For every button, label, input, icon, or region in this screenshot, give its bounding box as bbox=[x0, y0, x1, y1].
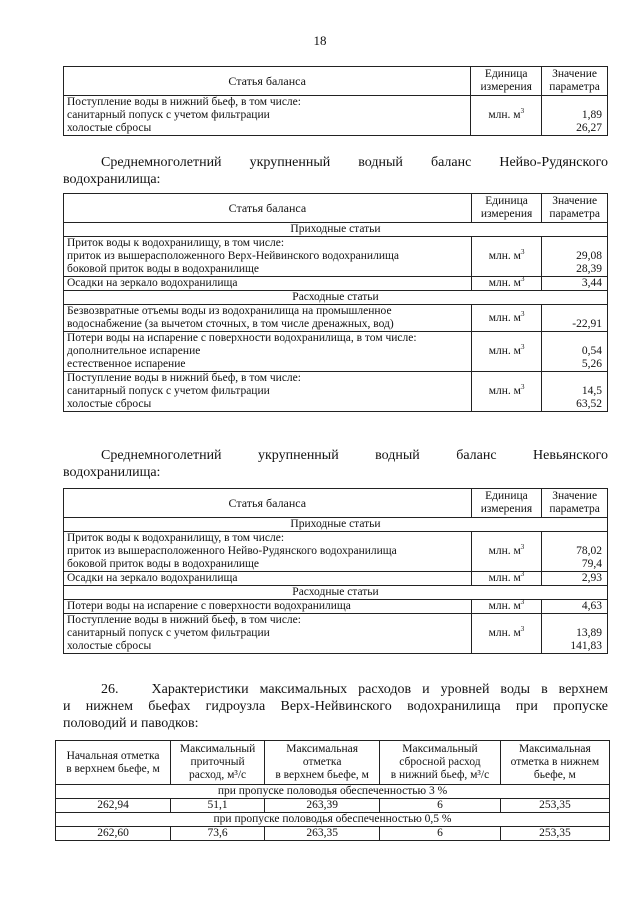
row-item-line: приток из вышерасположенного Нейво-Рудянского водохранилища bbox=[67, 545, 397, 557]
table-cell: 262,60 bbox=[56, 827, 171, 841]
header-unit-line: измерения bbox=[480, 503, 533, 515]
row-unit bbox=[471, 614, 542, 654]
header-cell bbox=[380, 741, 501, 785]
row-item-line: Потери воды на испарение с поверхности водохранилища bbox=[67, 600, 351, 612]
section-26-line3 bbox=[63, 715, 608, 732]
row-value-line: 4,63 bbox=[581, 600, 602, 612]
header-line: в нижний бьеф, м³/с bbox=[390, 769, 490, 781]
unit-text: млн. м bbox=[488, 109, 521, 121]
table-row bbox=[64, 372, 608, 412]
value-spacer bbox=[545, 305, 602, 318]
max-flow-levels-table bbox=[55, 740, 610, 841]
row-item bbox=[64, 532, 472, 572]
header-line: бьефе, м bbox=[533, 769, 576, 781]
row-unit bbox=[471, 532, 542, 572]
header-cell bbox=[56, 741, 171, 785]
row-value-line: 79,4 bbox=[581, 558, 602, 570]
row-item-line: боковой приток воды в водохранилище bbox=[67, 558, 260, 570]
heading-nevyanskoe bbox=[63, 447, 608, 464]
heading-line: водохранилища: bbox=[63, 465, 161, 480]
header-unit-line: Единица bbox=[485, 195, 528, 207]
row-item-line: санитарный попуск с учетом фильтрации bbox=[67, 627, 270, 639]
row-unit bbox=[471, 572, 542, 586]
row-item-line: Безвозвратные отъемы воды из водохранилища на промышленное bbox=[67, 305, 392, 317]
row-item-line: дополнительное испарение bbox=[67, 345, 201, 357]
heading-nevyanskoe-cont bbox=[63, 464, 608, 481]
heading-neivo-rudyanskoe-cont bbox=[63, 171, 608, 188]
row-item bbox=[64, 372, 472, 412]
row-item bbox=[64, 600, 472, 614]
section-income bbox=[64, 518, 608, 532]
balance-table-nevyanskoe bbox=[63, 488, 608, 654]
unit-text: млн. м bbox=[488, 545, 521, 557]
table-row bbox=[64, 614, 608, 654]
header-unit bbox=[471, 67, 542, 96]
row-value bbox=[542, 305, 608, 332]
row-unit bbox=[471, 600, 542, 614]
table-row bbox=[56, 827, 610, 841]
row-item-line: приток из вышерасположенного Верх-Нейвинского водохранилища bbox=[67, 250, 399, 262]
unit-text: млн. м bbox=[488, 277, 521, 289]
row-value bbox=[542, 332, 608, 372]
row-value bbox=[542, 372, 608, 412]
header-value-line: параметра bbox=[549, 208, 600, 220]
header-line: в верхнем бьефе, м bbox=[275, 769, 369, 781]
group-label-row bbox=[56, 813, 610, 827]
header-line: Максимальная bbox=[286, 743, 359, 755]
header-value-line: Значение bbox=[552, 195, 598, 207]
header-line: сбросной расход bbox=[399, 756, 481, 768]
unit-text: млн. м bbox=[488, 627, 521, 639]
row-value-line: -22,91 bbox=[572, 318, 602, 330]
row-value-line: 78,02 bbox=[576, 545, 602, 557]
row-item bbox=[64, 237, 472, 277]
section-label: Приходные статьи bbox=[64, 518, 608, 532]
header-cell bbox=[171, 741, 265, 785]
table-cell: 6 bbox=[380, 799, 501, 813]
unit-text: млн. м bbox=[488, 600, 521, 612]
section-label: Расходные статьи bbox=[64, 586, 608, 600]
row-item-line: Приток воды к водохранилищу, в том числе: bbox=[67, 532, 285, 544]
row-value bbox=[542, 600, 608, 614]
value-spacer bbox=[545, 332, 602, 345]
header-unit bbox=[471, 194, 541, 223]
row-item bbox=[64, 332, 472, 372]
row-item-line: Поступление воды в нижний бьеф, в том числе: bbox=[67, 614, 301, 626]
row-item bbox=[64, 277, 472, 291]
header-line: расход, м³/с bbox=[189, 769, 247, 781]
row-item-line: Поступление воды в нижний бьеф, в том числе: bbox=[67, 96, 301, 108]
table-row bbox=[64, 96, 608, 136]
section-label: Расходные статьи bbox=[64, 291, 608, 305]
header-line: Начальная отметка bbox=[66, 749, 160, 762]
table-row bbox=[64, 600, 608, 614]
section-income bbox=[64, 223, 608, 237]
header-cell bbox=[265, 741, 380, 785]
unit-superscript: 3 bbox=[520, 543, 525, 552]
row-value bbox=[542, 277, 608, 291]
unit-superscript: 3 bbox=[520, 383, 525, 392]
header-value bbox=[542, 489, 608, 518]
row-value-line: 13,89 bbox=[576, 627, 602, 639]
table-row bbox=[64, 305, 608, 332]
header-unit-line: измерения bbox=[480, 208, 533, 220]
row-item bbox=[64, 305, 472, 332]
unit-superscript: 3 bbox=[520, 598, 525, 607]
unit-text: млн. м bbox=[488, 345, 521, 357]
heading-neivo-rudyanskoe bbox=[63, 154, 608, 171]
section-expense bbox=[64, 586, 608, 600]
row-value bbox=[542, 237, 608, 277]
unit-text: млн. м bbox=[488, 311, 521, 324]
header-line: Максимальная bbox=[518, 743, 591, 755]
row-item-line: водоснабжение (за вычетом сточных, в том числе дренажных, вод) bbox=[67, 318, 394, 330]
section-text: и нижнем бьефах гидроузла Верх-Нейвинского водохранилища при пропуске bbox=[63, 699, 608, 714]
unit-text: млн. м bbox=[488, 385, 521, 397]
table-cell: 263,39 bbox=[265, 799, 380, 813]
row-item-line: естественное испарение bbox=[67, 358, 186, 370]
row-value-line: 0,54 bbox=[581, 345, 602, 357]
section-26-line2 bbox=[63, 698, 608, 715]
row-item-line: боковой приток воды в водохранилище bbox=[67, 263, 260, 275]
row-value-line: 26,27 bbox=[576, 122, 602, 134]
header-line: в верхнем бьефе, м bbox=[66, 762, 160, 775]
group-label: при пропуске половодья обеспеченностью 0,5 % bbox=[56, 813, 610, 827]
page-number: 18 bbox=[313, 33, 327, 48]
row-item-line: санитарный попуск с учетом фильтрации bbox=[67, 385, 270, 397]
header-line: Максимальный bbox=[179, 743, 256, 755]
unit-superscript: 3 bbox=[520, 309, 525, 318]
section-label: Приходные статьи bbox=[64, 223, 608, 237]
row-value-line: 29,08 bbox=[576, 250, 602, 262]
header-line: Максимальный bbox=[402, 743, 478, 755]
section-26-line1 bbox=[63, 681, 608, 698]
header-value bbox=[542, 194, 608, 223]
row-value bbox=[542, 96, 608, 136]
row-item bbox=[64, 572, 472, 586]
value-spacer bbox=[545, 532, 602, 545]
balance-table-neivo-rudyanskoe bbox=[63, 193, 608, 412]
heading-line: водохранилища: bbox=[63, 172, 161, 187]
row-item bbox=[64, 96, 471, 136]
header-unit-line: измерения bbox=[480, 81, 532, 93]
row-item-line: Приток воды к водохранилищу, в том числе: bbox=[67, 237, 285, 249]
row-value-line: 63,52 bbox=[576, 398, 602, 410]
heading-line: Среднемноголетний укрупненный водный баланс Нейво-Рудянского bbox=[101, 155, 608, 170]
header-cell bbox=[500, 741, 609, 785]
unit-superscript: 3 bbox=[520, 343, 525, 352]
row-item bbox=[64, 614, 472, 654]
table-cell: 253,35 bbox=[500, 827, 609, 841]
table-row bbox=[64, 532, 608, 572]
group-label-row bbox=[56, 785, 610, 799]
row-item-line: Осадки на зеркало водохранилища bbox=[67, 277, 238, 289]
table-cell: 253,35 bbox=[500, 799, 609, 813]
table-row bbox=[64, 277, 608, 291]
header-value bbox=[542, 67, 608, 96]
row-unit bbox=[471, 332, 541, 372]
header-row bbox=[64, 194, 608, 223]
table-row bbox=[64, 572, 608, 586]
unit-superscript: 3 bbox=[520, 107, 525, 116]
row-value-line: 2,93 bbox=[581, 572, 602, 584]
row-item-line: Потери воды на испарение с поверхности водохранилища, в том числе: bbox=[67, 332, 417, 344]
table-cell: 262,94 bbox=[56, 799, 171, 813]
header-row bbox=[64, 489, 608, 518]
row-value bbox=[542, 614, 608, 654]
row-unit bbox=[471, 277, 541, 291]
value-spacer bbox=[545, 96, 602, 109]
unit-superscript: 3 bbox=[520, 248, 525, 257]
header-value-line: Значение bbox=[552, 68, 597, 80]
value-spacer bbox=[545, 372, 602, 385]
unit-superscript: 3 bbox=[520, 625, 525, 634]
row-item-line: Осадки на зеркало водохранилища bbox=[67, 572, 238, 584]
table-row bbox=[64, 332, 608, 372]
header-line: отметка в нижнем bbox=[510, 756, 600, 768]
header-row bbox=[56, 741, 610, 785]
heading-line: Среднемноголетний укрупненный водный баланс Невьянского bbox=[101, 448, 608, 463]
row-unit bbox=[471, 237, 541, 277]
row-item-line: Поступление воды в нижний бьеф, в том числе: bbox=[67, 372, 301, 384]
header-value-line: Значение bbox=[552, 490, 598, 502]
row-value-line: 5,26 bbox=[581, 358, 602, 370]
table-row bbox=[56, 799, 610, 813]
balance-table-continued bbox=[63, 66, 608, 136]
unit-text: млн. м bbox=[488, 250, 521, 262]
header-unit-line: Единица bbox=[485, 490, 528, 502]
table-row bbox=[64, 237, 608, 277]
table-cell: 263,35 bbox=[265, 827, 380, 841]
table-cell: 6 bbox=[380, 827, 501, 841]
row-value-line: 1,89 bbox=[581, 109, 602, 121]
section-text: Характеристики максимальных расходов и уровней воды в верхнем bbox=[151, 682, 608, 697]
header-value-line: параметра bbox=[549, 81, 600, 93]
header-unit-line: Единица bbox=[484, 68, 528, 80]
unit-superscript: 3 bbox=[520, 275, 525, 284]
unit-text: млн. м bbox=[488, 572, 521, 584]
table-cell: 73,6 bbox=[171, 827, 265, 841]
value-spacer bbox=[545, 614, 602, 627]
header-item: Статья баланса bbox=[64, 489, 472, 518]
section-text: половодий и паводков: bbox=[63, 716, 199, 731]
row-unit bbox=[471, 372, 541, 412]
header-value-line: параметра bbox=[549, 503, 600, 515]
row-item-line: санитарный попуск с учетом фильтрации bbox=[67, 109, 270, 121]
row-item-line: холостые сбросы bbox=[67, 398, 152, 410]
row-item-line: холостые сбросы bbox=[67, 640, 152, 652]
group-label: при пропуске половодья обеспеченностью 3 % bbox=[56, 785, 610, 799]
header-line: отметка bbox=[302, 756, 342, 768]
row-unit bbox=[471, 305, 541, 332]
header-line: приточный bbox=[190, 756, 245, 768]
row-value-line: 141,83 bbox=[570, 640, 602, 652]
unit-superscript: 3 bbox=[520, 570, 525, 579]
row-unit bbox=[471, 96, 542, 136]
header-item: Статья баланса bbox=[64, 67, 471, 96]
row-value-line: 14,5 bbox=[581, 385, 602, 397]
section-expense bbox=[64, 291, 608, 305]
header-item: Статья баланса bbox=[64, 194, 472, 223]
row-value-line: 3,44 bbox=[581, 277, 602, 289]
value-spacer bbox=[545, 237, 602, 250]
row-value bbox=[542, 532, 608, 572]
section-number: 26. bbox=[101, 682, 119, 697]
row-value bbox=[542, 572, 608, 586]
header-unit bbox=[471, 489, 542, 518]
row-item-line: холостые сбросы bbox=[67, 122, 152, 134]
row-value-line: 28,39 bbox=[576, 263, 602, 275]
table-cell: 51,1 bbox=[171, 799, 265, 813]
header-row bbox=[64, 67, 608, 96]
